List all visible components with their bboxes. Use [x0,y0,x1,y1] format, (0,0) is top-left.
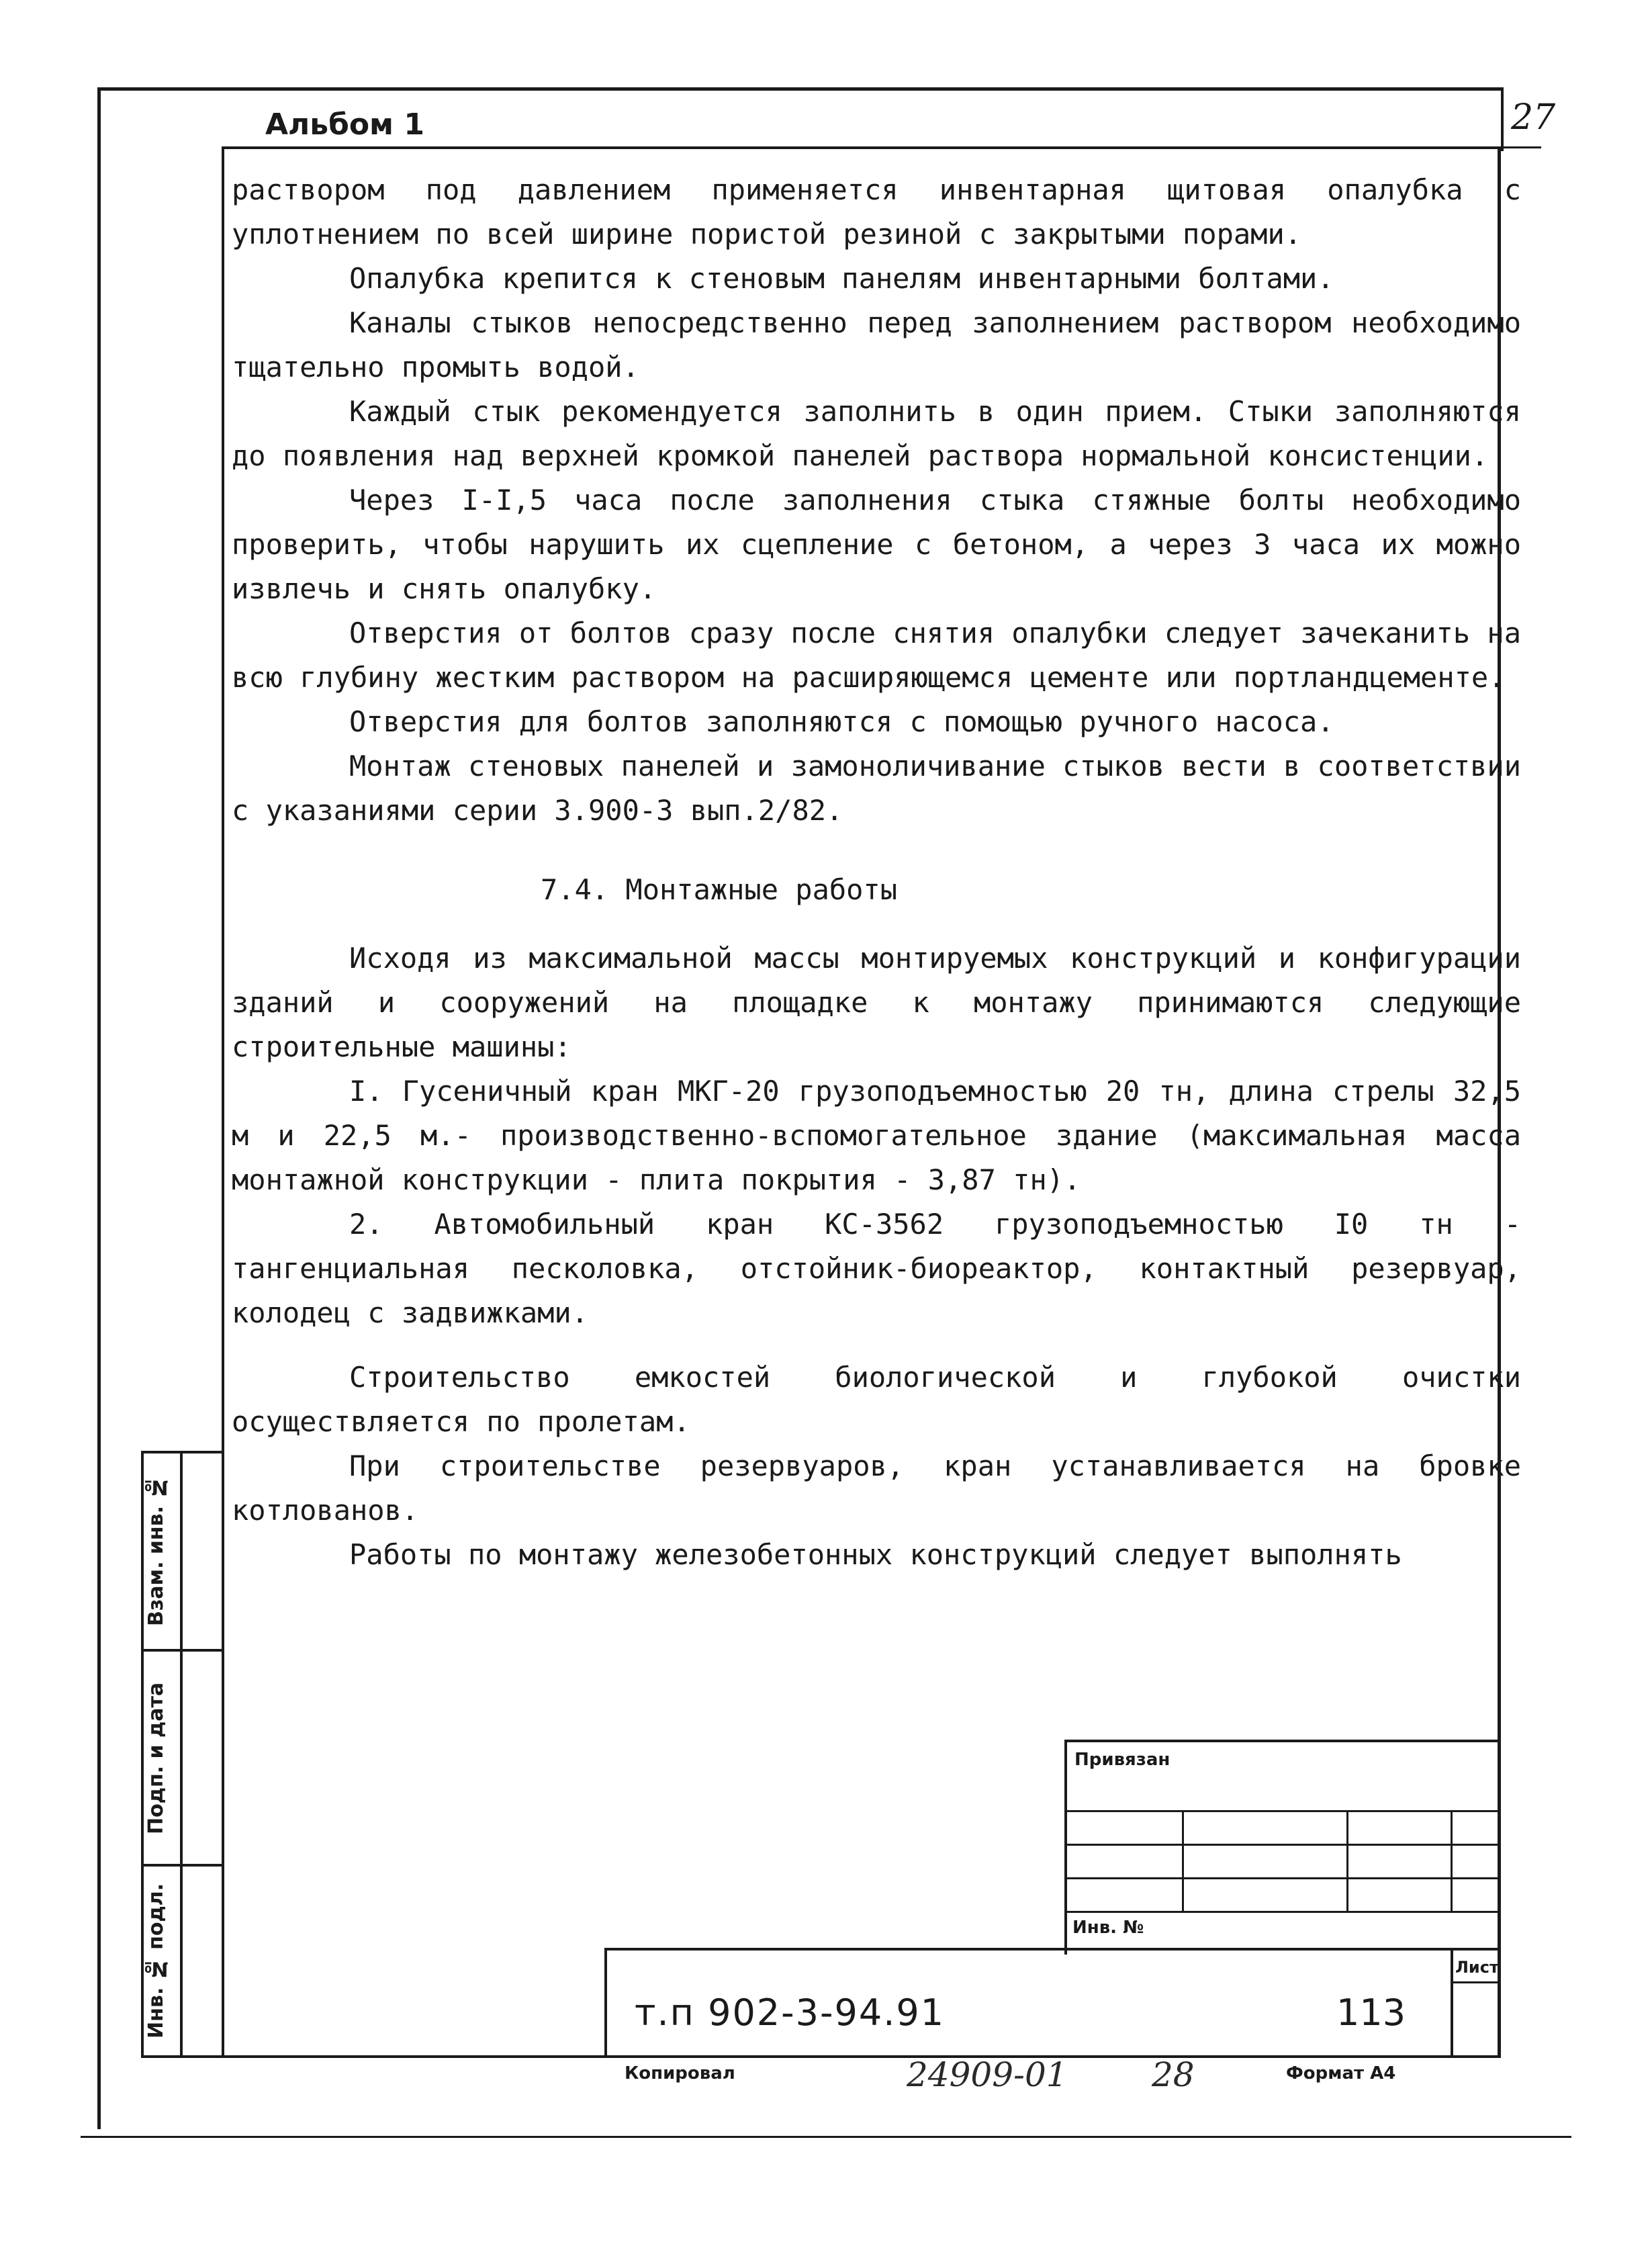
document-code: т.п 902-3-94.91 [635,1991,946,2034]
tb-row-3 [1064,1877,1501,1879]
frame-bottom [81,2136,1571,2138]
format-label: Формат А4 [1286,2063,1396,2083]
paragraph: Работы по монтажу железобетонных конструкций следует выполнять [349,1538,1402,1571]
tb-list-sep [1451,1981,1501,1983]
content-bottom-border [222,2055,1501,2058]
paragraph: Опалубка крепится к стеновым панелям инвентарными болтами. [349,262,1334,295]
paragraph: Строительство емкостей биологической и глубокой очистки осуществляется по пролетам. [232,1361,1521,1438]
tb-row-4 [1064,1911,1501,1913]
paragraph: При строительстве резервуаров, кран устанавливается на бровке котлованов. [232,1449,1521,1527]
side-stamp-sep-2 [141,1864,224,1867]
inv-no-label: Инв. № [1072,1918,1144,1938]
paragraph: 2. Автомобильный кран КС-3562 грузоподъемностью I0 тн - тангенциальная песколовка, отстойник-биореактор, контактный резервуар, колодец с задвижками. [232,1208,1521,1329]
tb-col-2 [1346,1810,1348,1911]
content-top-border [222,146,1501,149]
kopiroval-label: Копировал [625,2063,735,2083]
order-number: 24909-01 [907,2055,1068,2094]
side-stamp-bottom [141,2055,224,2058]
podp-data-label: Подп. и дата [144,1682,168,1834]
tb-list-left [1451,1948,1453,2057]
page-number: 27 [1511,97,1556,138]
paragraph: раствором под давлением применяется инвентарная щитовая опалубка с уплотнением по всей ширине пористой резиной с закрытыми порами. [232,173,1521,251]
tb-row-1 [1064,1810,1501,1812]
inv-podl-label: Инв. № подл. [144,1883,168,2038]
tb-privyazan-top [1064,1740,1501,1742]
list-label: Лист [1455,1958,1499,1977]
paragraph: Отверстия для болтов заполняются с помощью ручного насоса. [349,705,1334,738]
page-number-box-left [1501,87,1504,151]
vzam-inv-label: Взам. инв. № [144,1475,168,1627]
sheet-number: 113 [1336,1991,1406,2034]
section-heading: 7.4. Монтажные работы [541,873,898,906]
album-label: Альбом 1 [265,107,424,142]
tb-col-1 [1182,1810,1184,1911]
paragraph: I. Гусеничный кран МКГ-20 грузоподъемностью 20 тн, длина стрелы 32,5 м и 22,5 м.- производственно-вспомогательное здание (максимальная масса монтажной конструкции - плита покрытия - 3,87 тн). [232,1075,1521,1196]
tb-main-top [604,1948,1501,1950]
paragraph: Каждый стык рекомендуется заполнить в один прием. Стыки заполняются до появления над верхней кромкой панелей раствора нормальной консистенции. [232,395,1521,472]
page-number-box-bottom [1501,146,1541,148]
tb-row-2 [1064,1844,1501,1846]
side-stamp-top [141,1451,224,1453]
frame-top [97,87,1501,91]
order-page: 28 [1152,2055,1195,2094]
content-left-border [222,146,224,2057]
document-body [232,168,1521,1577]
side-stamp-divider [180,1451,183,2055]
paragraph: Через I-I,5 часа после заполнения стыка стяжные болты необходимо проверить, чтобы нарушить их сцепление с бетоном, а через 3 часа их можно извлечь и снять опалубку. [232,484,1521,605]
paragraph: Исходя из максимальной массы монтируемых конструкций и конфигурации зданий и сооружений на площадке к монтажу принимаются следующие строительные машины: [232,942,1521,1063]
tb-col-3 [1451,1810,1453,1911]
frame-left [97,87,101,2129]
tb-main-left [604,1948,607,2057]
tb-privyazan-left [1064,1740,1067,1955]
privyazan-label: Привязан [1074,1750,1171,1770]
paragraph: Монтаж стеновых панелей и замоноличивание стыков вести в соответствии с указаниями серии 3.900-3 вып.2/82. [232,750,1521,827]
side-stamp-left [141,1451,144,2055]
side-stamp-sep-1 [141,1649,224,1652]
paragraph: Отверстия от болтов сразу после снятия опалубки следует зачеканить на всю глубину жестким раствором на расширяющемся цементе или портландцементе. [232,617,1521,694]
paragraph: Каналы стыков непосредственно перед заполнением раствором необходимо тщательно промыть водой. [232,306,1521,384]
